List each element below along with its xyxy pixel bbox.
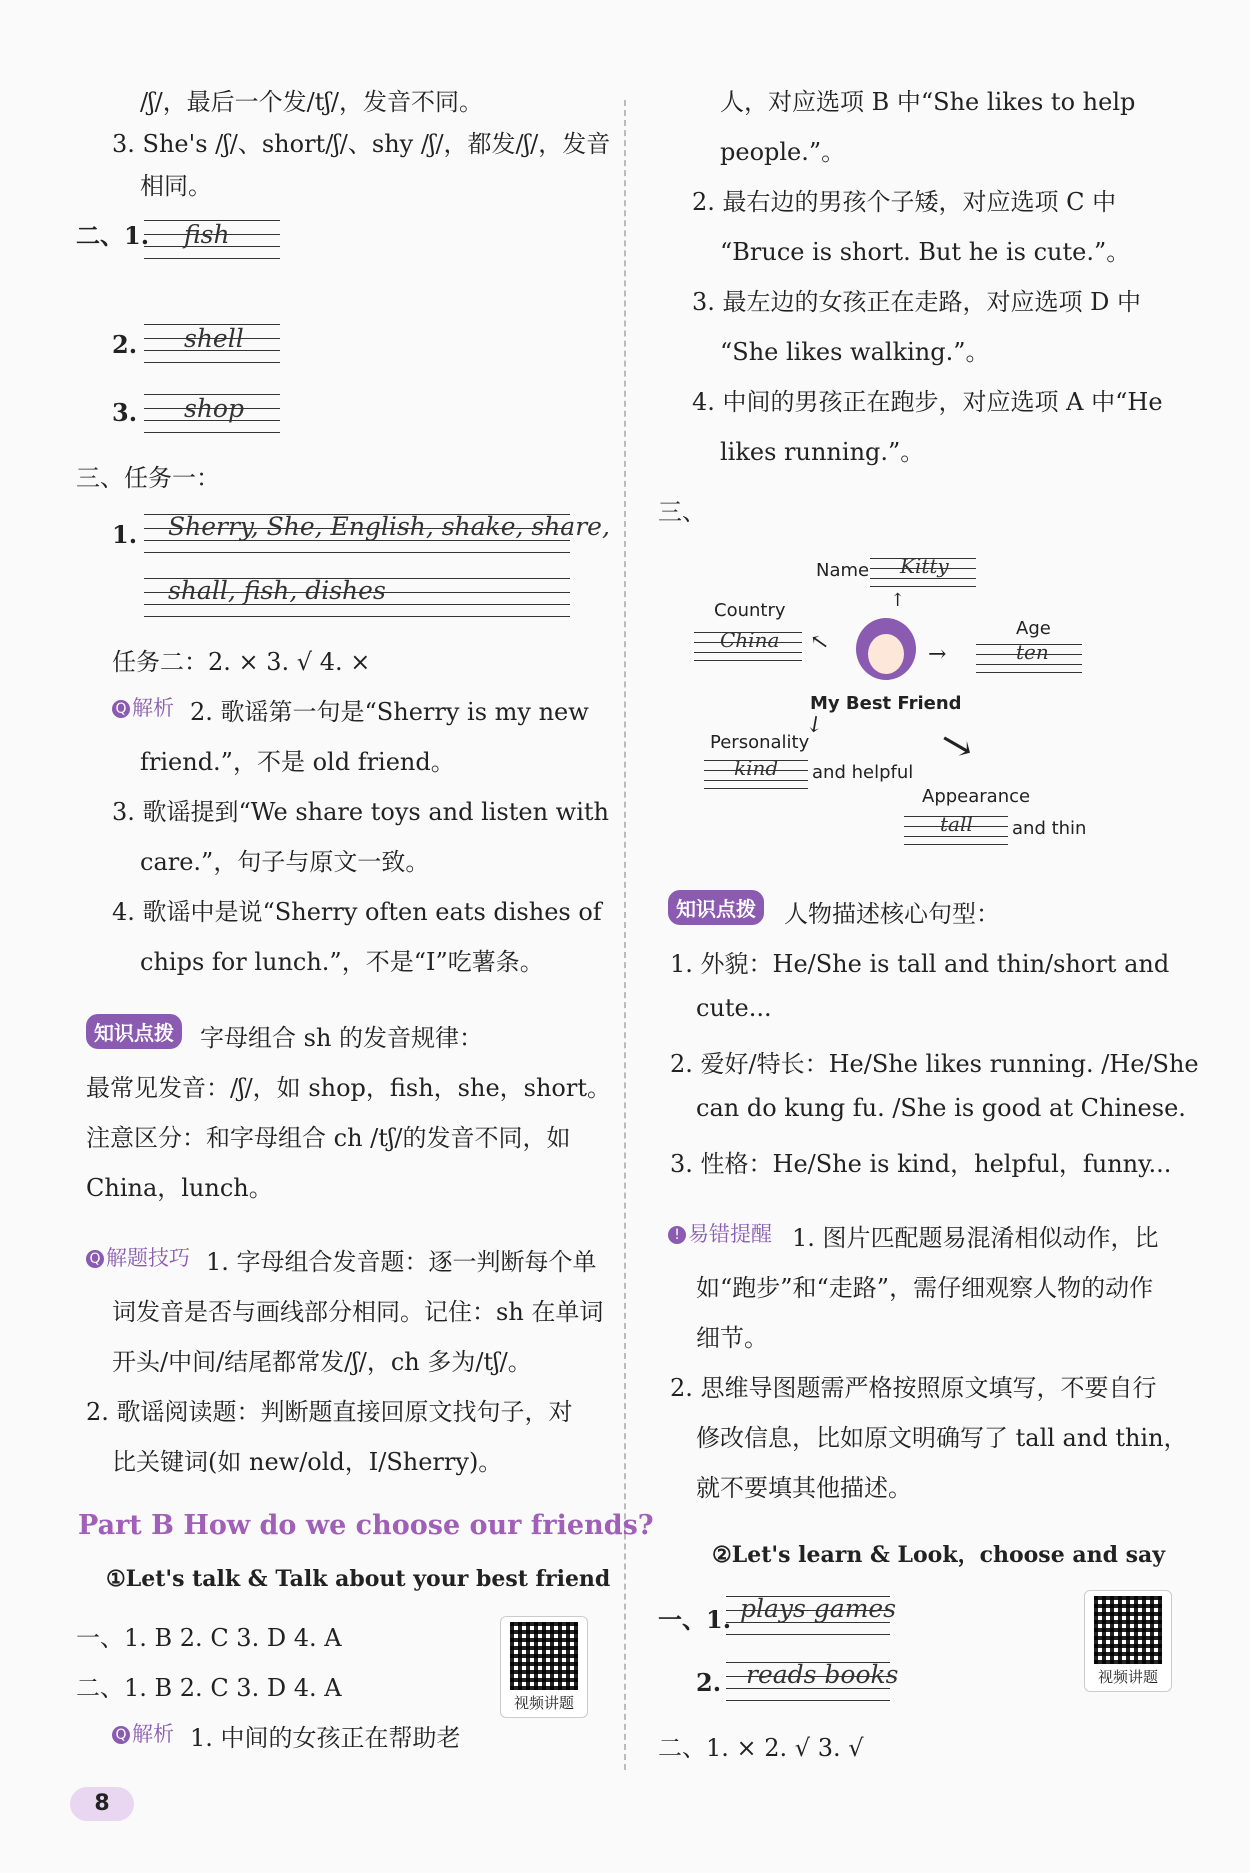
handwritten-answer: China: [720, 628, 780, 652]
warning-line: 细节。: [696, 1324, 768, 1352]
item-number: 2.: [112, 330, 138, 359]
writing-lines: [144, 392, 280, 432]
writing-lines: [726, 1660, 899, 1700]
writing-lines: [144, 218, 280, 258]
mindmap-label: Age: [1016, 618, 1051, 639]
analysis-line: care.”，句子与原文一致。: [140, 848, 430, 876]
arrow-down-left-icon: ↙: [800, 708, 830, 741]
right-line: 人，对应选项 B 中“She likes to help: [720, 88, 1136, 116]
qr-code[interactable]: [1084, 1590, 1172, 1692]
tips-tag: Q 解题技巧: [86, 1242, 190, 1272]
qr-caption: 视频讲题: [513, 1694, 574, 1712]
item-number: 1.: [112, 520, 138, 549]
handwritten-answer: shop: [184, 394, 244, 423]
right-line: 2. 最右边的男孩个子矮，对应选项 C 中: [692, 188, 1117, 216]
item-number: 2.: [696, 1668, 722, 1697]
writing-lines: [694, 630, 802, 660]
section-3-heading: 三、任务一：: [76, 464, 220, 492]
handwritten-answer: shell: [184, 324, 244, 353]
knowledge-line: 1. 外貌：He/She is tall and thin/short and: [670, 950, 1170, 978]
item-number: 3.: [112, 398, 138, 427]
analysis-line: chips for lunch.”，不是“I”吃薯条。: [140, 948, 544, 976]
qr-code[interactable]: [500, 1616, 588, 1718]
left-line: 相同。: [140, 172, 212, 200]
handwritten-answer: fish: [184, 220, 230, 249]
lesson-subtitle: ①Let's talk & Talk about your best friend: [106, 1566, 611, 1592]
writing-lines: [870, 556, 976, 586]
answer-row: 二、1. B 2. C 3. D 4. A: [76, 1674, 342, 1702]
right-line: 4. 中间的男孩正在跑步，对应选项 A 中“He: [692, 388, 1163, 416]
arrow-down-right-icon: ↘: [934, 718, 979, 772]
mindmap-text: and helpful: [812, 762, 914, 783]
analysis-tag: Q 解析: [112, 1718, 174, 1748]
mindmap-label: Country: [714, 600, 786, 621]
tips-line: 开头/中间/结尾都常发/ʃ/，ch 多为/tʃ/。: [112, 1348, 532, 1376]
writing-lines: [976, 642, 1082, 672]
analysis-line: 4. 歌谣中是说“Sherry often eats dishes of: [112, 898, 602, 926]
task-two-answers: 任务二：2. × 3. √ 4. ×: [112, 648, 371, 676]
mindmap-label: Personality: [710, 732, 810, 753]
arrow-right-icon: →: [928, 642, 947, 667]
warning-icon: !: [668, 1226, 686, 1244]
analysis-line: friend.”，不是 old friend。: [140, 748, 455, 776]
left-line: 3. She's /ʃ/、short/ʃ/、shy /ʃ/，都发/ʃ/，发音: [112, 130, 611, 158]
handwritten-answer: kind: [734, 756, 779, 780]
writing-lines: [704, 758, 808, 788]
tips-line: 比关键词(如 new/old，I/Sherry)。: [112, 1448, 503, 1476]
knowledge-line: 字母组合 sh 的发音规律：: [200, 1024, 484, 1052]
mindmap-center: My Best Friend: [810, 693, 962, 714]
handwritten-answer: tall: [940, 812, 973, 836]
warning-line: 如“跑步”和“走路”，需仔细观察人物的动作: [696, 1274, 1154, 1302]
right-line: people.”。: [720, 138, 846, 166]
search-icon: Q: [112, 1726, 130, 1744]
arrow-up-icon: ↑: [890, 590, 906, 611]
warning-line: 就不要填其他描述。: [696, 1474, 912, 1502]
knowledge-line: 注意区分：和字母组合 ch /tʃ/的发音不同，如: [86, 1124, 571, 1152]
arrow-left-icon: ←: [804, 626, 834, 659]
analysis-tag: Q 解析: [112, 692, 174, 722]
qr-code-image: [510, 1622, 578, 1690]
qr-caption: 视频讲题: [1097, 1668, 1158, 1686]
analysis-line: 3. 歌谣提到“We share toys and listen with: [112, 798, 610, 826]
right-line: “Bruce is short. But he is cute.”。: [720, 238, 1131, 266]
writing-lines: [726, 1594, 897, 1634]
knowledge-line: 人物描述核心句型：: [784, 900, 1000, 928]
handwritten-answer: shall, fish, dishes: [168, 576, 386, 605]
knowledge-line: can do kung fu. /She is good at Chinese.: [696, 1094, 1186, 1122]
tips-line: 1. 字母组合发音题：逐一判断每个单: [206, 1248, 597, 1276]
search-icon: Q: [86, 1250, 104, 1268]
section-3-heading: 三、: [658, 498, 706, 526]
knowledge-line: cute...: [696, 994, 772, 1022]
knowledge-tag: 知识点拨: [86, 1014, 182, 1049]
avatar: [856, 618, 916, 680]
tips-line: 词发音是否与画线部分相同。记住：sh 在单词: [112, 1298, 604, 1326]
part-b-title: Part B How do we choose our friends?: [78, 1510, 654, 1541]
right-line: “She likes walking.”。: [720, 338, 990, 366]
warning-line: 2. 思维导图题需严格按照原文填写，不要自行: [670, 1374, 1157, 1402]
warning-tag: ! 易错提醒: [668, 1218, 772, 1248]
lesson-subtitle: ②Let's learn & Look，choose and say: [712, 1542, 1166, 1568]
handwritten-answer: reads books: [746, 1660, 899, 1689]
mindmap-label: Name: [816, 560, 870, 581]
search-icon: Q: [112, 700, 130, 718]
knowledge-tag: 知识点拨: [668, 890, 764, 925]
left-line: /ʃ/，最后一个发/tʃ/，发音不同。: [140, 88, 484, 116]
right-line: 3. 最左边的女孩正在走路，对应选项 D 中: [692, 288, 1142, 316]
analysis-line: 1. 中间的女孩正在帮助老: [190, 1724, 461, 1752]
writing-lines: [144, 322, 280, 362]
right-line: likes running.”。: [720, 438, 925, 466]
analysis-line: 2. 歌谣第一句是“Sherry is my new: [190, 698, 589, 726]
warning-line: 1. 图片匹配题易混淆相似动作，比: [792, 1224, 1159, 1252]
handwritten-answer: ten: [1016, 640, 1049, 664]
knowledge-line: 最常见发音：/ʃ/，如 shop，fish，she，short。: [86, 1074, 611, 1102]
handwritten-answer: Sherry, She, English, shake, share,: [168, 512, 610, 541]
qr-code-image: [1094, 1596, 1162, 1664]
tips-line: 2. 歌谣阅读题：判断题直接回原文找句子，对: [86, 1398, 573, 1426]
mindmap-text: and thin: [1012, 818, 1087, 839]
writing-lines: [144, 576, 570, 616]
section-2-number: 二、1.: [76, 221, 150, 250]
handwritten-answer: Kitty: [900, 554, 949, 578]
handwritten-answer: plays games: [740, 1594, 897, 1623]
knowledge-line: 2. 爱好/特长：He/She likes running. /He/She: [670, 1050, 1199, 1078]
knowledge-line: China，lunch。: [86, 1174, 273, 1202]
page-number: 8: [70, 1787, 134, 1821]
writing-lines: [904, 814, 1008, 844]
knowledge-line: 3. 性格：He/She is kind，helpful，funny...: [670, 1150, 1172, 1178]
writing-lines: [144, 512, 610, 552]
answer-row: 一、1. B 2. C 3. D 4. A: [76, 1624, 342, 1652]
mindmap-label: Appearance: [922, 786, 1031, 807]
warning-line: 修改信息，比如原文明确写了 tall and thin，: [696, 1424, 1188, 1452]
answer-row: 二、1. × 2. √ 3. √: [658, 1734, 864, 1762]
section-1-number: 一、1.: [658, 1605, 732, 1634]
